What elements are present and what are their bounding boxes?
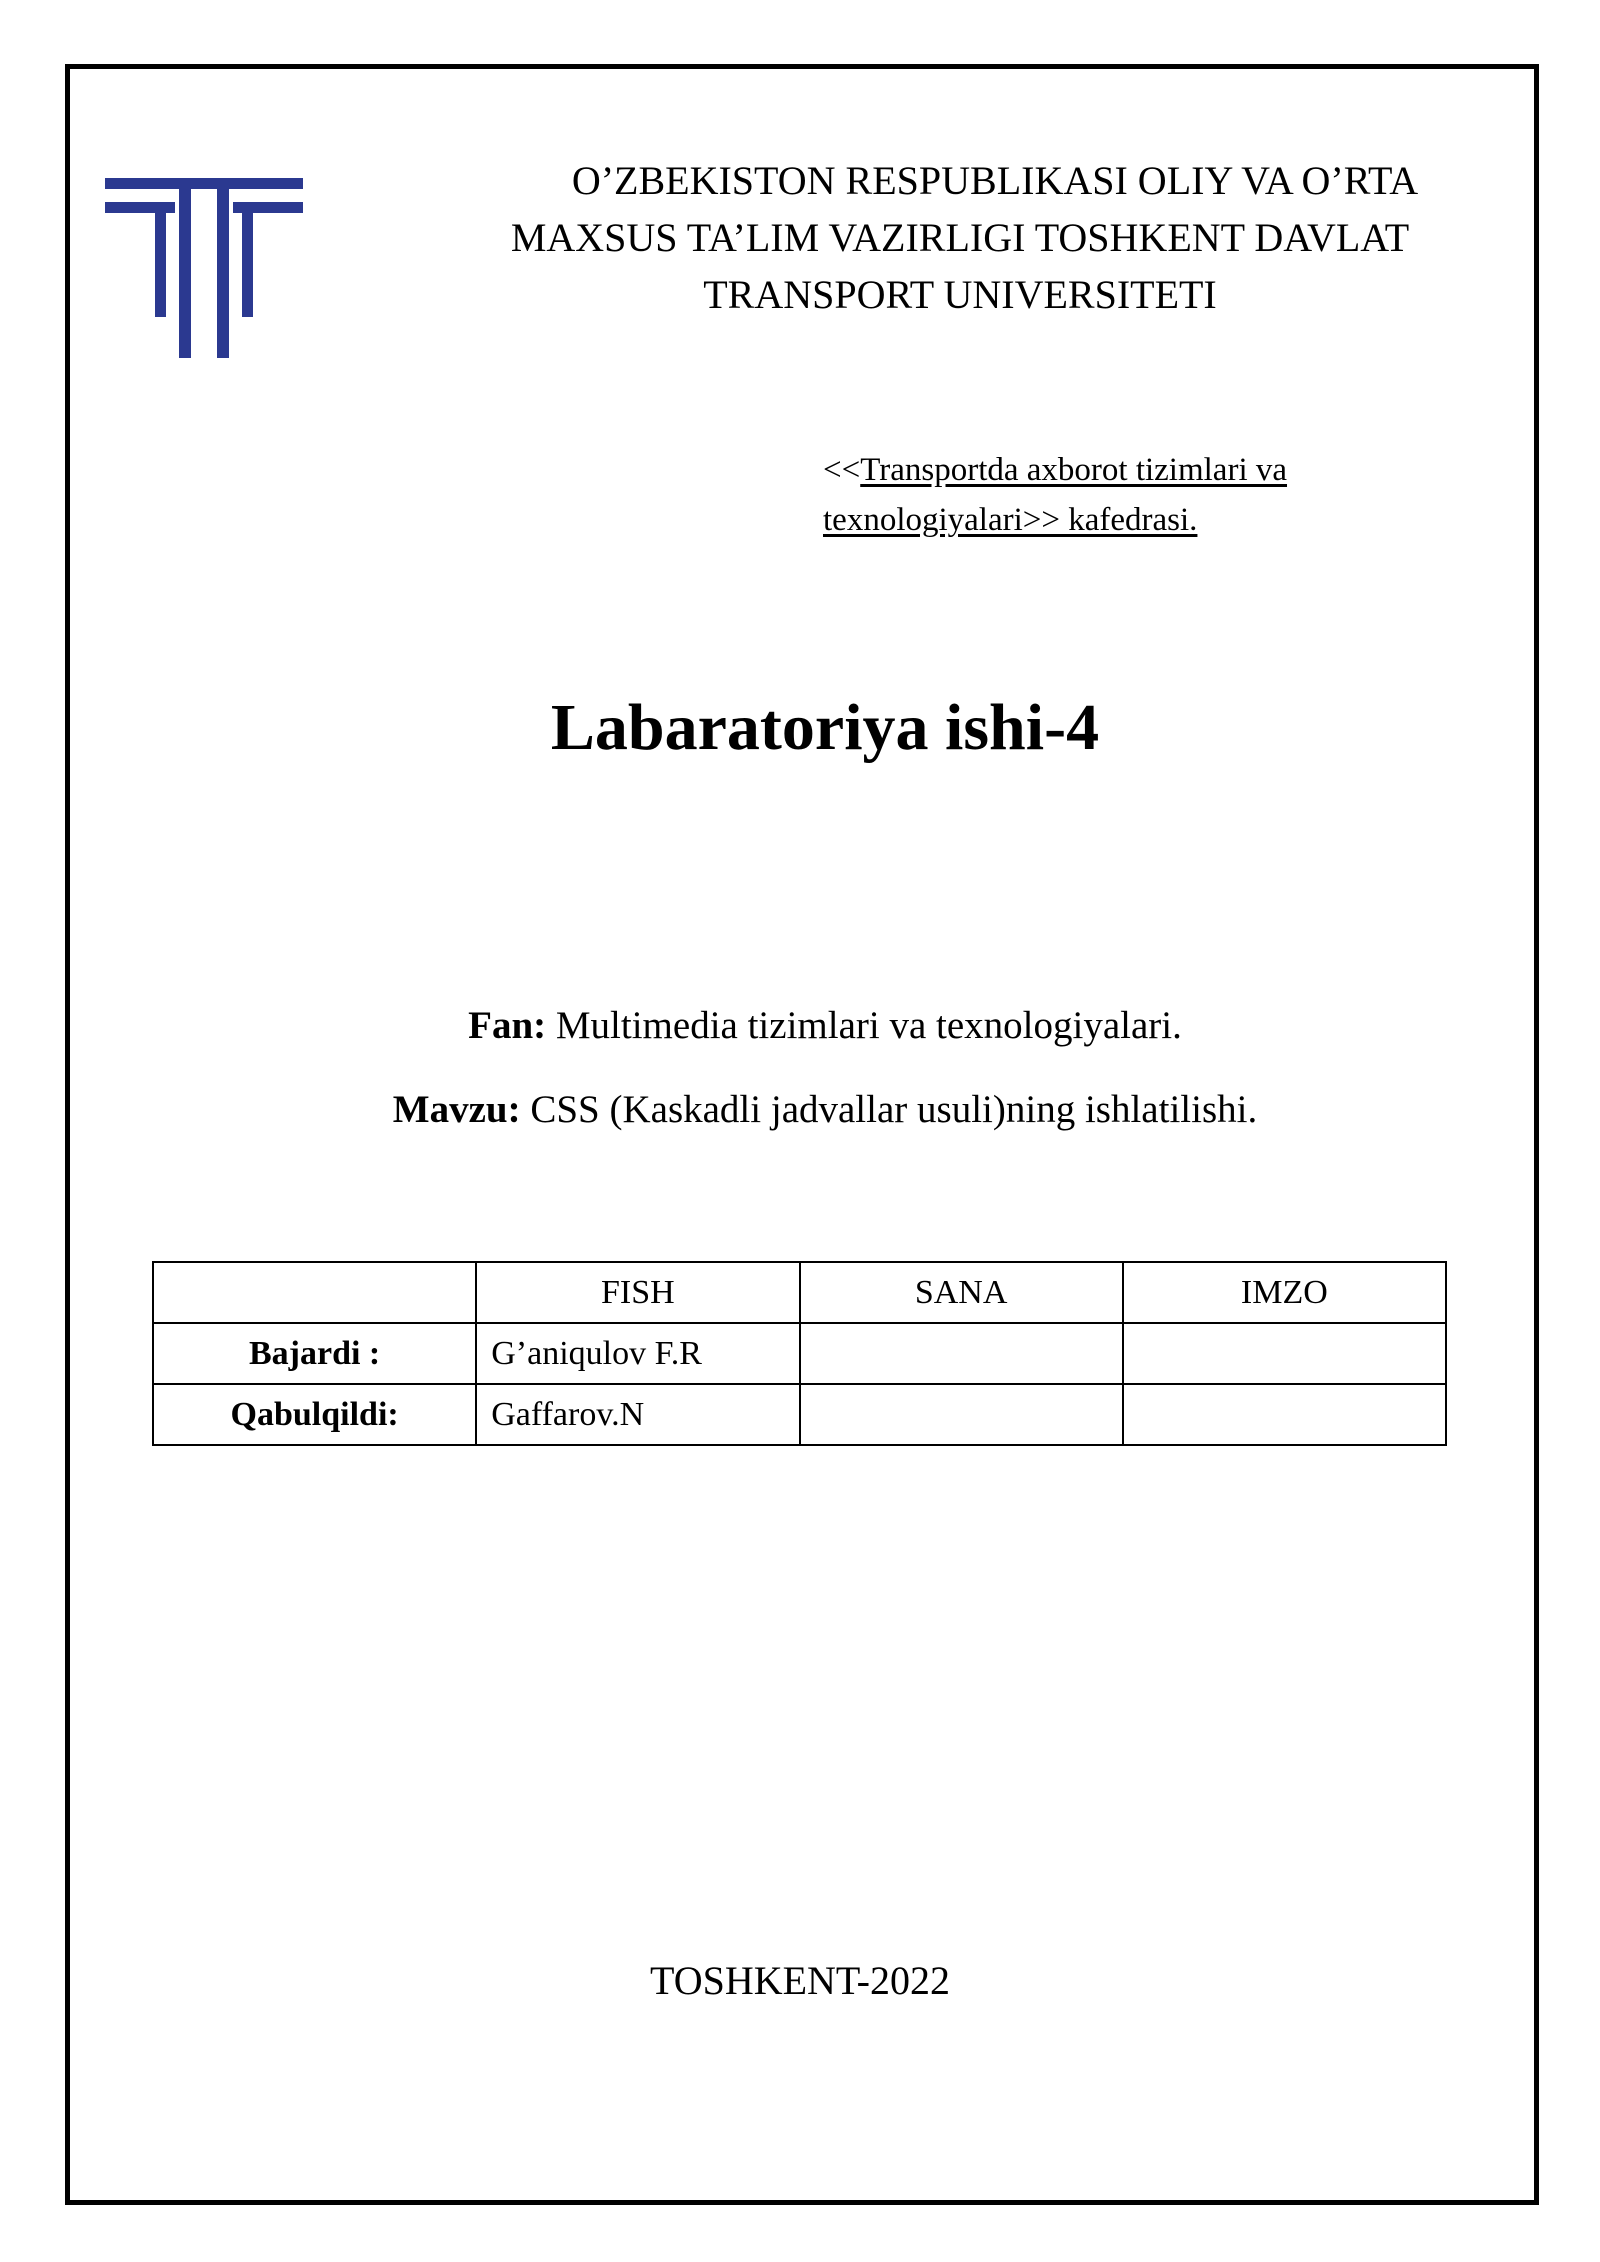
table-header-cell: FISH [476,1262,799,1323]
footer-city-year: TOSHKENT-2022 [649,1958,951,2003]
subject-line [0,1003,1600,1048]
table-header-row [153,1262,1446,1323]
subject-value: Multimedia tizimlari va texnologiyalari. [546,1004,1182,1047]
table-header-cell: IMZO [1123,1262,1446,1323]
date-cell [800,1384,1123,1445]
signature-cell [1123,1323,1446,1384]
topic-line [0,1087,1600,1132]
table-row [153,1323,1446,1384]
name-cell: Gaffarov.N [476,1384,799,1445]
page-border [65,64,1539,2205]
name-cell: G’aniqulov F.R [476,1323,799,1384]
date-cell [800,1323,1123,1384]
role-cell: Qabulqildi: [153,1384,476,1445]
department-line-2: texnologiyalari>> kafedrasi. [823,502,1198,538]
table-header-cell: SANA [800,1262,1123,1323]
department-prefix: << [823,452,861,488]
header-line-2: MAXSUS TA’LIM VAZIRLIGI TOSHKENT DAVLAT [510,215,1410,260]
university-logo-icon [105,178,303,358]
institution-header [440,152,1480,323]
department-name [823,445,1443,545]
header-line-1: O’ZBEKISTON RESPUBLIKASI OLIY VA O’RTA [571,158,1419,203]
document-title: Labaratoriya ishi-4 [550,691,1100,764]
signature-table [152,1261,1447,1446]
table-row [153,1384,1446,1445]
header-line-3: TRANSPORT UNIVERSITETI [703,272,1217,317]
topic-value: CSS (Kaskadli jadvallar usuli)ning ishlatilishi. [520,1088,1258,1131]
subject-label: Fan: [468,1004,547,1047]
role-cell: Bajardi : [153,1323,476,1384]
signature-cell [1123,1384,1446,1445]
department-line-1: Transportda axborot tizimlari va [860,452,1288,488]
table-header-cell [153,1262,476,1323]
topic-label: Mavzu: [392,1088,521,1131]
